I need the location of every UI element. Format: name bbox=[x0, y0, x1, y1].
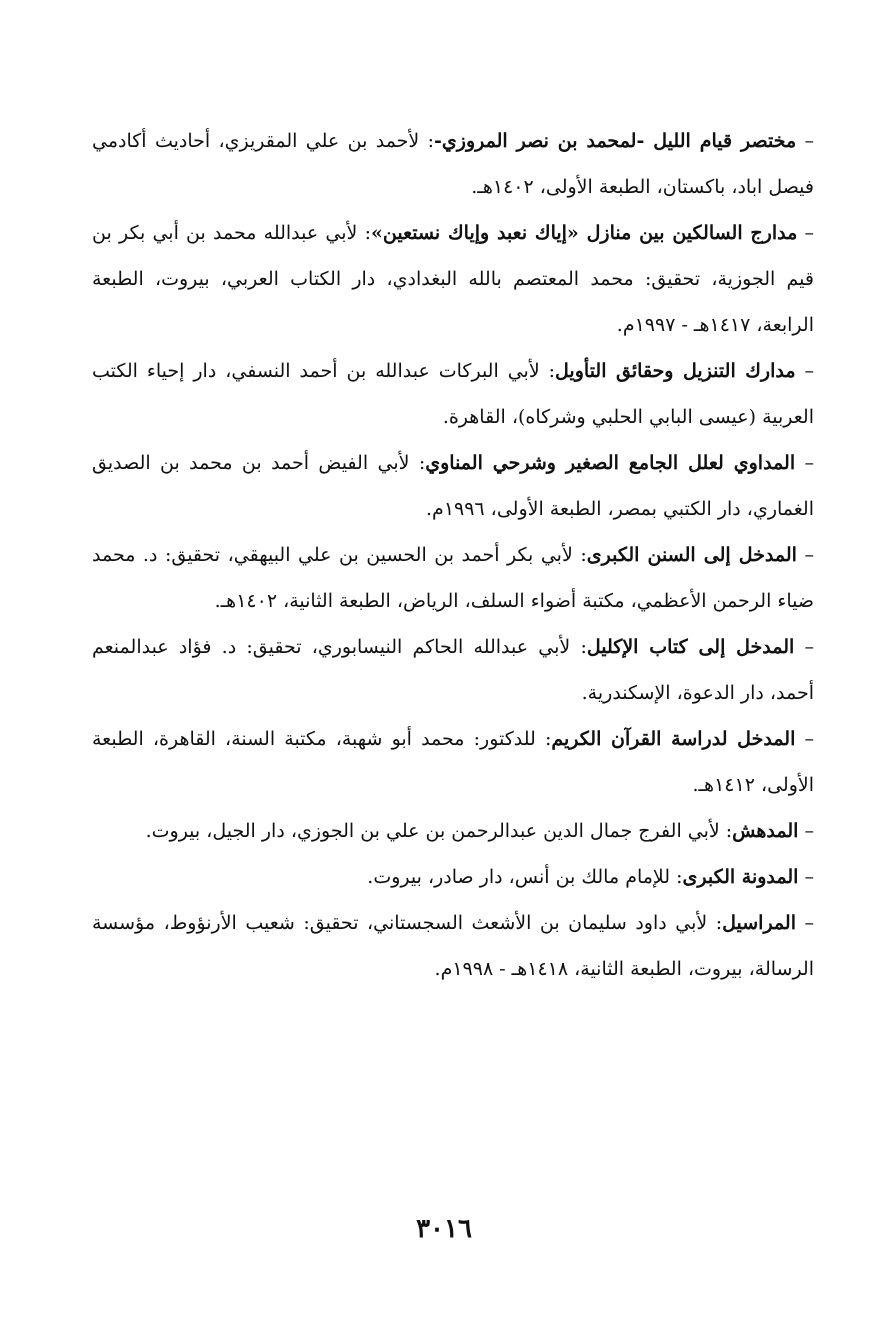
entry-dash: – bbox=[804, 544, 814, 566]
entry-text: : لأبي الفيض أحمد بن محمد بن الصديق الغماري، دار الكتبي بمصر، الطبعة الأولى، ١٩٩٦م. bbox=[92, 452, 814, 520]
entry-title: مختصر قيام الليل -لمحمد بن نصر المروزي- bbox=[434, 130, 797, 152]
entry-title: المدخل إلى السنن الكبرى bbox=[586, 544, 797, 566]
bibliography-entry bbox=[92, 118, 814, 210]
bibliography-entry bbox=[92, 210, 814, 348]
entry-title: المدهش bbox=[732, 820, 799, 842]
entry-text: : للدكتور: محمد أبو شهبة، مكتبة السنة، القاهرة، الطبعة الأولى، ١٤١٢هـ. bbox=[92, 728, 814, 796]
entry-title: المداوي لعلل الجامع الصغير وشرحي المناوي bbox=[425, 452, 796, 474]
bibliography-entry bbox=[92, 348, 814, 440]
entry-dash: – bbox=[804, 636, 814, 658]
entry-text: : لأبي البركات عبدالله بن أحمد النسفي، دار إحياء الكتب العربية (عيسى البابي الحلبي وشركاه)، القاهرة. bbox=[92, 360, 814, 428]
entry-dash: – bbox=[804, 820, 814, 842]
entry-text: : لأبي بكر أحمد بن الحسين بن علي البيهقي، تحقيق: د. محمد ضياء الرحمن الأعظمي، مكتبة أضواء السلف، الرياض، الطبعة الثانية، ١٤٠٢هـ. bbox=[92, 544, 814, 612]
bibliography-entry bbox=[92, 854, 814, 900]
bibliography-entry bbox=[92, 440, 814, 532]
bibliography-entry bbox=[92, 716, 814, 808]
entry-dash: – bbox=[804, 452, 814, 474]
bibliography-entry bbox=[92, 808, 814, 854]
entry-dash: – bbox=[804, 912, 814, 934]
entry-title: المدخل إلى كتاب الإكليل bbox=[586, 636, 795, 658]
entry-text: : للإمام مالك بن أنس، دار صادر، بيروت. bbox=[367, 866, 683, 888]
page-number: ٣٠١٦ bbox=[416, 1214, 472, 1244]
entry-dash: – bbox=[804, 360, 814, 382]
entry-text: : لأبي الفرج جمال الدين عبدالرحمن بن علي بن الجوزي، دار الجيل، بيروت. bbox=[145, 820, 733, 842]
entry-title: مدارك التنزيل وحقائق التأويل bbox=[555, 360, 796, 382]
bibliography-entry bbox=[92, 900, 814, 992]
bibliography-entry bbox=[92, 624, 814, 716]
entry-title: مدارج السالكين بين منازل «إياك نعبد وإياك نستعين» bbox=[371, 222, 798, 244]
entry-dash: – bbox=[804, 866, 814, 888]
entry-dash: – bbox=[804, 728, 814, 750]
bibliography-entry bbox=[92, 532, 814, 624]
bibliography-list bbox=[92, 118, 814, 992]
entry-title: المراسيل bbox=[722, 912, 796, 934]
entry-dash: – bbox=[804, 130, 814, 152]
entry-text: : لأبي داود سليمان بن الأشعث السجستاني، تحقيق: شعيب الأرنؤوط، مؤسسة الرسالة، بيروت، الطبعة الثانية، ١٤١٨هـ - ١٩٩٨م. bbox=[92, 912, 814, 980]
entry-text: : لأبي عبدالله الحاكم النيسابوري، تحقيق: د. فؤاد عبدالمنعم أحمد، دار الدعوة، الإسكندرية. bbox=[92, 636, 814, 704]
entry-title: المدخل لدراسة القرآن الكريم bbox=[551, 728, 796, 750]
entry-text: : لأبي عبدالله محمد بن أبي بكر بن قيم الجوزية، تحقيق: محمد المعتصم بالله البغدادي، دار الكتاب العربي، بيروت، الطبعة الرابعة، ١٤١٧هـ - ١٩٩٧م. bbox=[92, 222, 814, 336]
entry-text: : لأحمد بن علي المقريزي، أحاديث أكادمي فيصل اباد، باكستان، الطبعة الأولى، ١٤٠٢هـ. bbox=[92, 130, 814, 198]
entry-dash: – bbox=[804, 222, 814, 244]
entry-title: المدونة الكبرى bbox=[682, 866, 799, 888]
